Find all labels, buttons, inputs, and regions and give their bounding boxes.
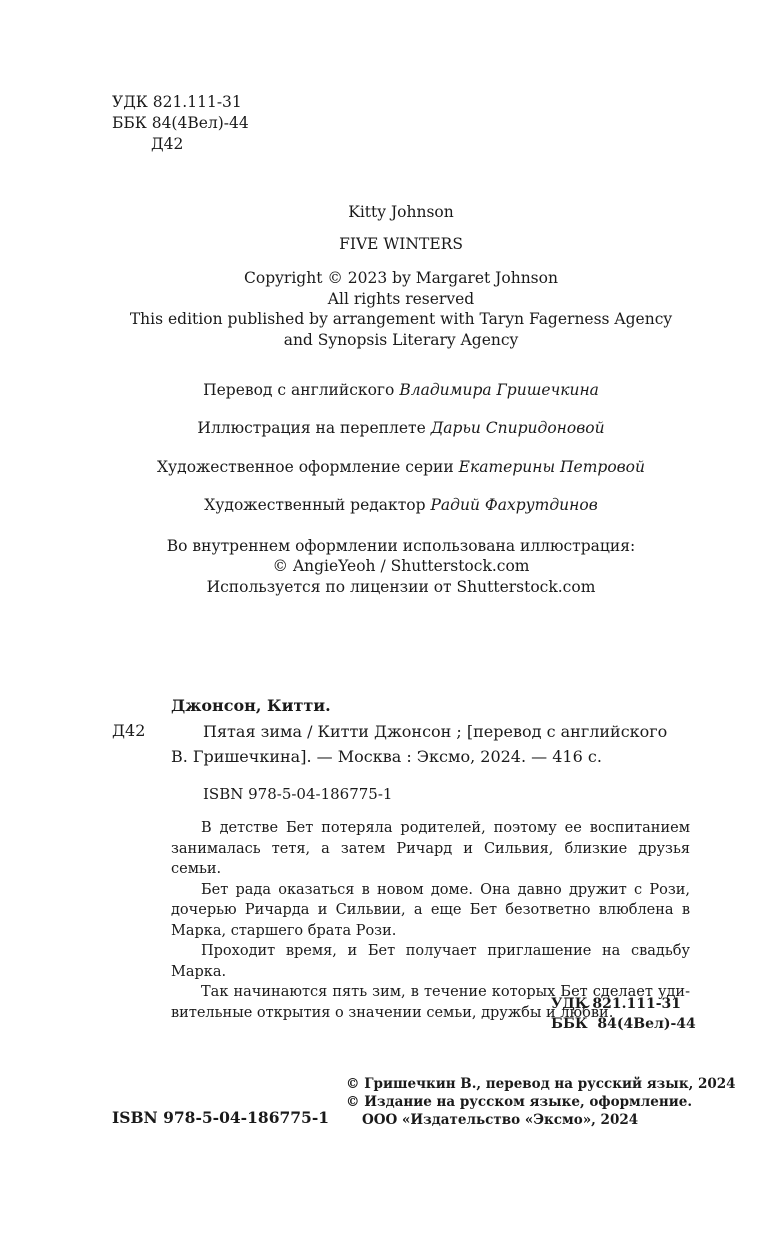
index-codes [551, 994, 696, 1034]
credit-name: Радий Фахрутдинов [430, 496, 598, 514]
credit-name: Дарьи Спиридоновой [430, 419, 605, 437]
rights-line: and Synopsis Literary Agency [283, 331, 519, 349]
annotation [171, 818, 690, 1023]
credit-name: Екатерины Петровой [458, 458, 645, 476]
credit-role: Перевод с английского [203, 381, 395, 399]
copyright-translation: © Гришечкин В., перевод на русский язык, 2024 [346, 1076, 736, 1092]
annotation-paragraph: Бет рада оказаться в новом доме. Она давно дружит с Рози, дочерью Ричарда и Сильвии, а еще Бет безответно влюблена в Марка, старшего брата Рози. [171, 881, 690, 939]
footer-isbn: ISBN 978-5-04-186775-1 [112, 1108, 330, 1127]
illustration-note-line: Во внутреннем оформлении использована иллюстрация: [166, 537, 636, 555]
index-udk: УДК 821.111-31 [551, 996, 682, 1012]
record-mark: Д42 [112, 721, 146, 740]
copyright-publisher: ООО «Издательство «Эксмо», 2024 [362, 1112, 639, 1128]
annotation-paragraph: В детстве Бет потеряла родителей, поэтому ее воспитанием занималась тетя, а затем Ричард и Сильвия, близкие друзья семьи. [171, 820, 690, 877]
credit-role: Иллюстрация на переплете [197, 419, 426, 437]
illustration-note-line: Используется по лицензии от Shutterstock.com [206, 578, 596, 596]
index-bbk: ББК 84(4Вел)-44 [551, 1016, 696, 1032]
credit-name: Владимира Гришечкина [399, 381, 599, 399]
original-title: FIVE WINTERS [339, 235, 463, 253]
rights-line: Copyright © 2023 by Margaret Johnson [244, 269, 558, 287]
rights-line: All rights reserved [327, 290, 475, 308]
record-line: В. Гришечкина]. — Москва : Эксмо, 2024. — 416 с. [171, 747, 602, 766]
credit-role: Художественный редактор [204, 496, 426, 514]
credit-role: Художественное оформление серии [157, 458, 454, 476]
annotation-paragraph: Проходит время, и Бет получает приглашение на свадьбу Марка. [171, 943, 690, 980]
udk-code: УДК 821.111-31 [112, 93, 242, 111]
record-heading: Джонсон, Китти. [171, 696, 331, 715]
original-author: Kitty Johnson [348, 203, 454, 221]
credit-cover-illustration [0, 418, 768, 439]
author-mark: Д42 [151, 135, 184, 153]
copyright-edition: © Издание на русском языке, оформление. [346, 1094, 693, 1110]
annotation-paragraph: Так начинаются пять зим, в течение которых Бет сделает удивительные открытия о значении семьи, дружбы и любви. [171, 984, 690, 1021]
bbk-code: ББК 84(4Вел)-44 [112, 114, 249, 132]
credit-series-design [0, 457, 768, 478]
credit-art-editor [0, 495, 768, 516]
record-line: Пятая зима / Китти Джонсон ; [перевод с английского [203, 722, 668, 741]
record-isbn: ISBN 978-5-04-186775-1 [203, 785, 393, 803]
credit-translator [0, 380, 768, 401]
rights-line: This edition published by arrangement with Taryn Fagerness Agency [129, 310, 673, 328]
illustration-note-line: © AngieYeoh / Shutterstock.com [272, 557, 530, 575]
